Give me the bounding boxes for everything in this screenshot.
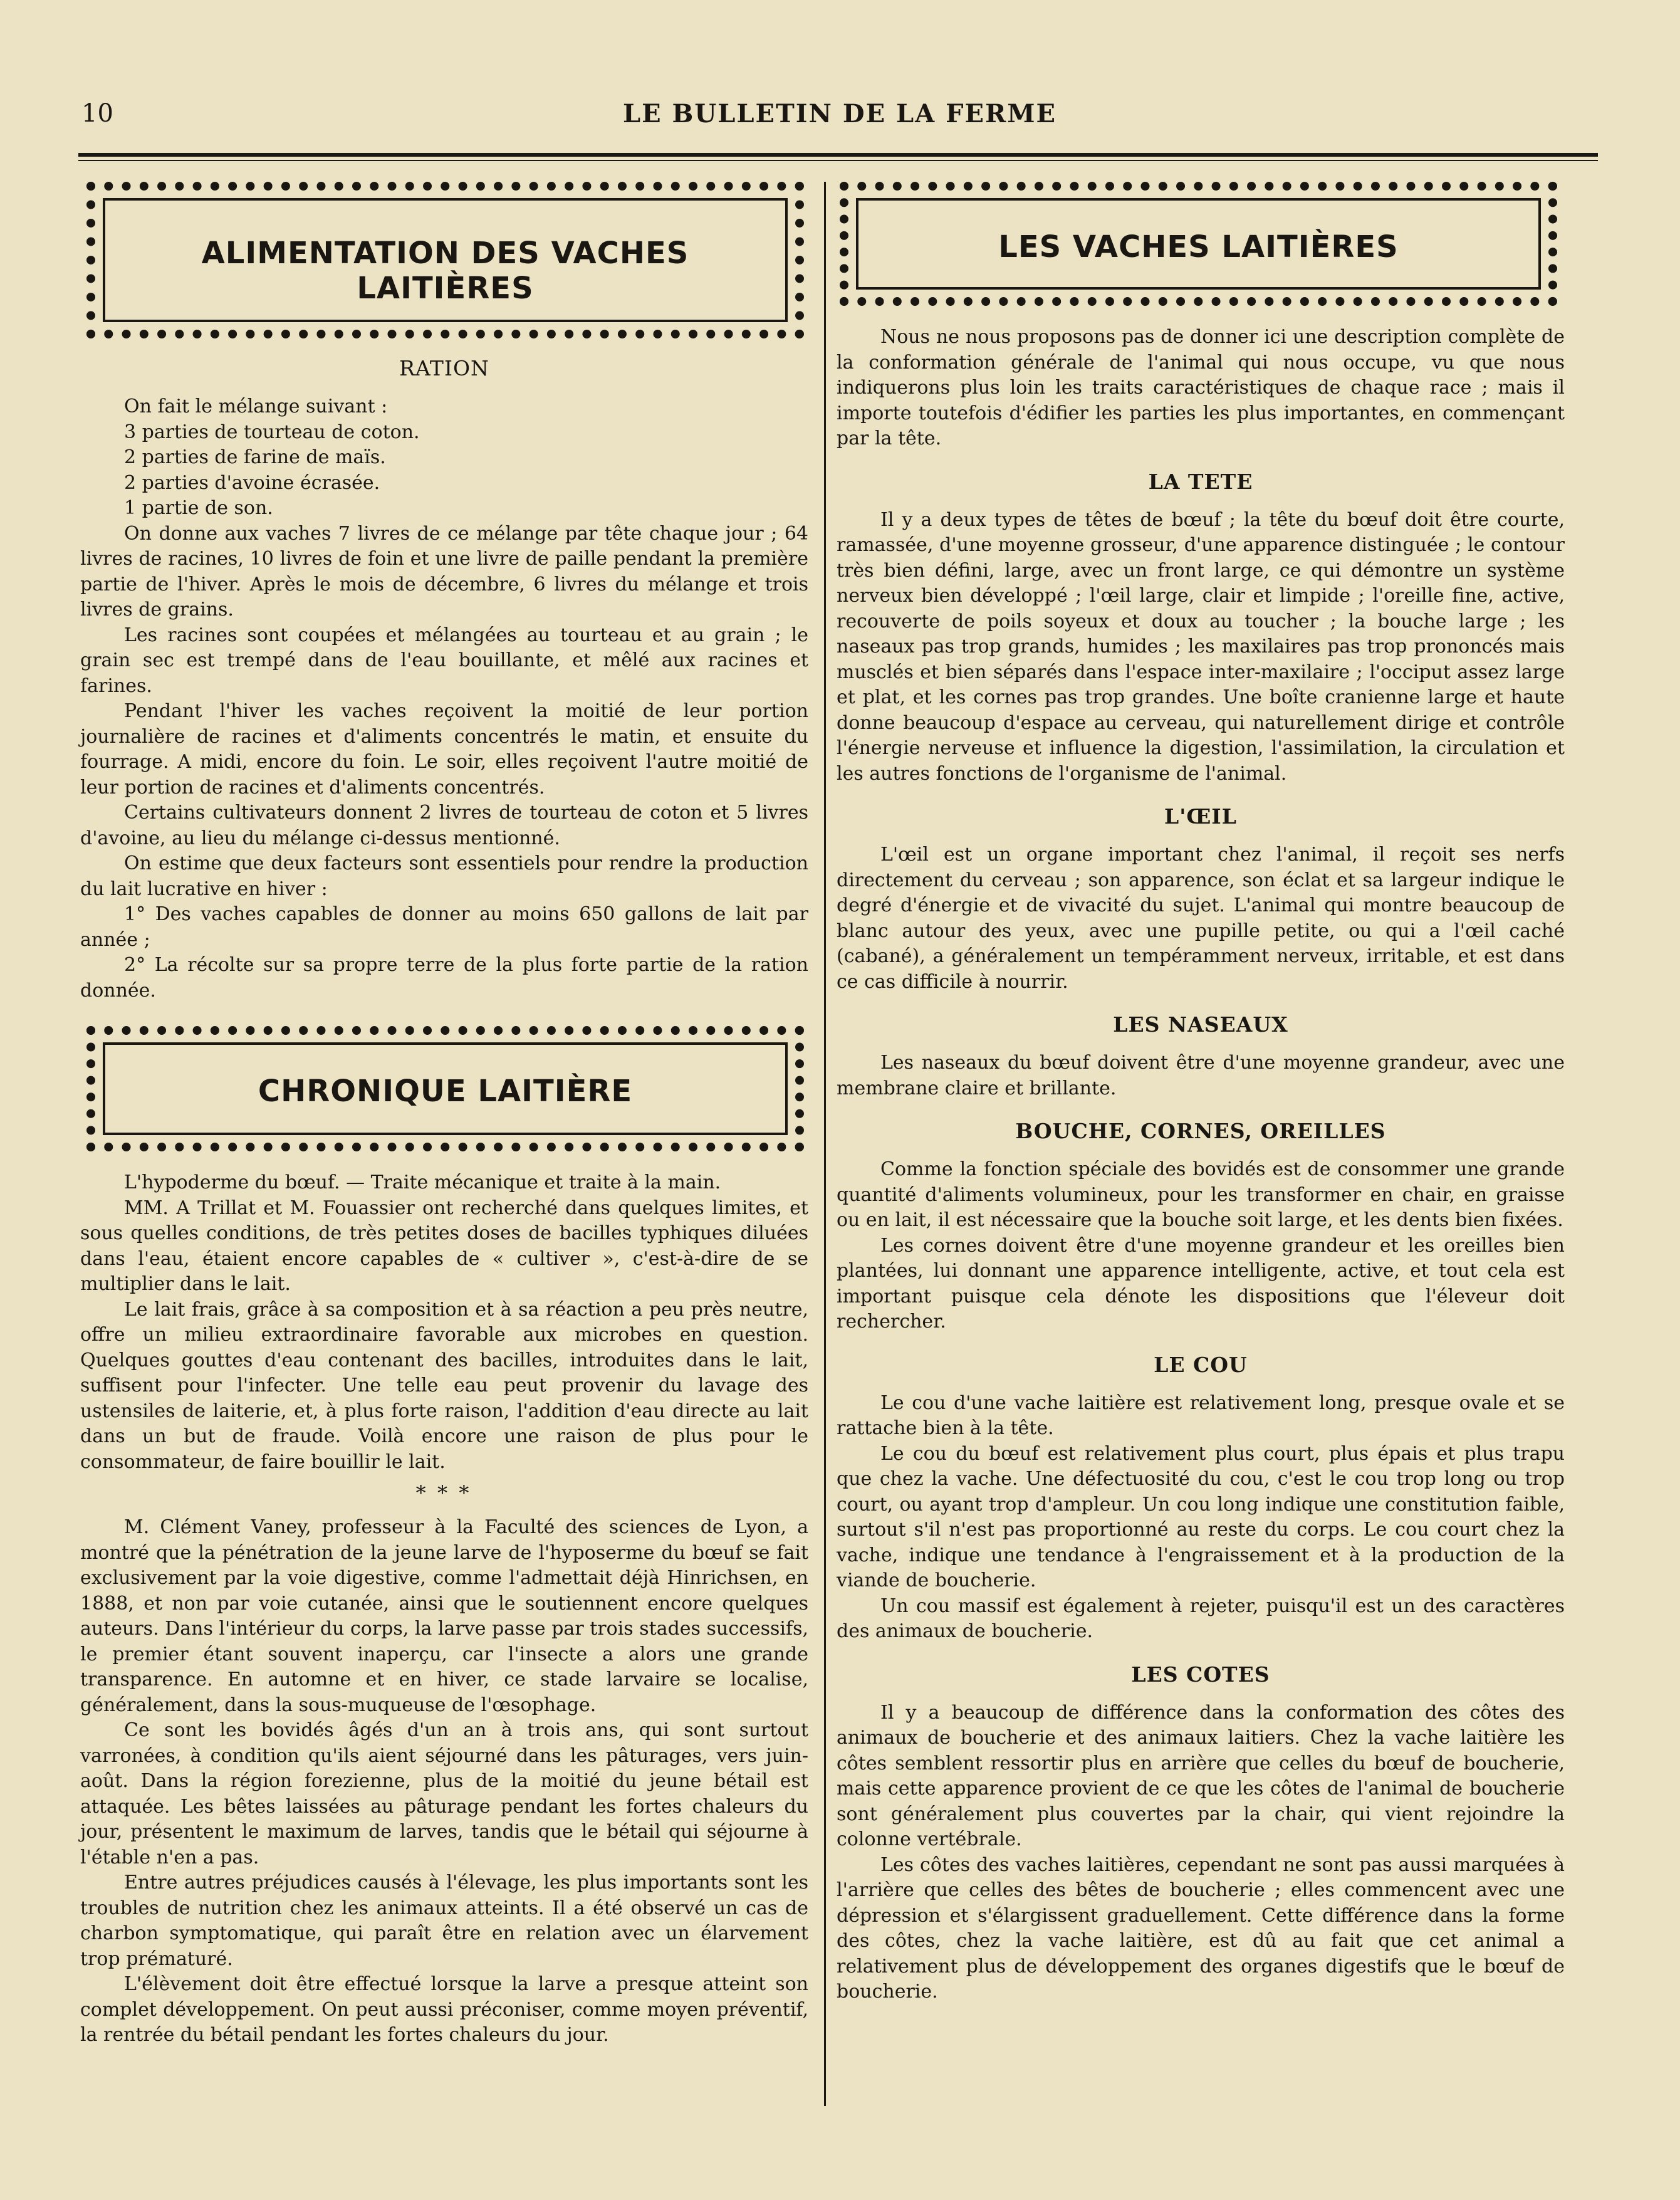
right-column (837, 182, 1565, 2005)
paragraph: Le cou d'une vache laitière est relativement long, presque ovale et se rattache bien à la tête. (837, 1391, 1565, 1439)
section-heading-bouche: BOUCHE, CORNES, OREILLES (1015, 1119, 1386, 1143)
section-heading-cotes: LES COTES (1131, 1662, 1270, 1687)
paragraph: 2 parties de farine de maïs. (124, 446, 386, 468)
vaches-title: LES VACHES LAITIÈRES (998, 229, 1399, 265)
article-title-line-2: LAITIÈRES (357, 271, 534, 306)
paragraph: Un cou massif est également à rejeter, puisqu'il est un des caractères des animaux de boucherie. (837, 1595, 1565, 1642)
intro-paragraph: Nous ne nous proposons pas de donner ici une description complète de la conformation générale de l'animal qui nous occupe, vu que nous indiquerons plus loin les traits caractéristiques de chaque race ; mais il importe toutefois d'édifier les parties les plus importantes, en commençant par la tête. (837, 326, 1565, 449)
paragraph: On donne aux vaches 7 livres de ce mélange par tête chaque jour ; 64 livres de racines, 10 livres de foin et une livre de paille pendant la première partie de l'hiver. Après le mois de décembre, 6 livres du mélange et trois livres de grains. (80, 522, 808, 621)
section-heading-oeil: L'ŒIL (1164, 804, 1237, 829)
paragraph: Comme la fonction spéciale des bovidés est de consommer une grande quantité d'aliments volumineux, pour les transformer en chair, en graisse ou en lait, il est nécessaire que la bouche soit large, et les dents bien fixées. (837, 1158, 1565, 1231)
paragraph: L'œil est un organe important chez l'animal, il reçoit ses nerfs directement du cerveau ; son apparence, son éclat et sa largeur indique le degré d'énergie et de vivacité du sujet. L'animal qui montre beaucoup de blanc autour des yeux, avec une pupille petite, ou qui a l'œil caché (cabané), a généralement un tempéramment nerveux, irritable, et est dans ce cas difficile à nourrir. (837, 844, 1565, 993)
ration-text (80, 394, 808, 1003)
paragraph: Il y a beaucoup de différence dans la conformation des côtes des animaux de boucherie et des animaux laitiers. Chez la vache laitière les côtes semblent ressortir plus en arrière que celles du bœuf de boucherie, mais cette apparence provient de ce que les côtes de l'animal de boucherie sont généralement plus couvertes par la chair, qui vient rejoindre la colonne vertébrale. (837, 1701, 1565, 1850)
section-heading-cou: LE COU (1154, 1352, 1248, 1377)
section-heading-ration: RATION (399, 356, 489, 380)
paragraph: Le cou du bœuf est relativement plus court, plus épais et plus trapu que chez la vache. Une défectuosité du cou, c'est le cou trop long ou trop court, ou ayant trop d'ampleur. Un cou long indique une constitution faible, surtout s'il n'est pas proportionné au reste du corps. Le cou court chez la vache, indique une tendance à l'engraissement et à la production de la viande de boucherie. (837, 1442, 1565, 1591)
column-divider (824, 182, 826, 2106)
paragraph: M. Clément Vaney, professeur à la Faculté des sciences de Lyon, a montré que la pénétration de la jeune larve de l'hyposerme du bœuf se fait exclusivement par la voie digestive, comme l'admettait déjà Hinrichsen, en 1888, et non par voie cutanée, ainsi que le soutiennent encore quelques auteurs. Dans l'intérieur du corps, la larve passe par trois stades successifs, le premier étant souvent inaperçu, car l'insecte a alors une grande transparence. En automne et en hiver, ce stade larvaire se localise, généralement, dans la sous-muqueuse de l'œsophage. (80, 1516, 808, 1716)
paragraph: Les racines sont coupées et mélangées au tourteau et au grain ; le grain sec est trempé dans de l'eau bouillante, et mêlé aux racines et farines. (80, 624, 808, 697)
page-number: 10 (81, 99, 113, 128)
paragraph: Les naseaux du bœuf doivent être d'une moyenne grandeur, avec une membrane claire et brillante. (837, 1052, 1565, 1099)
asterism-separator: * * * (415, 1481, 473, 1505)
chronique-title-box (86, 1026, 804, 1151)
paragraph: Les côtes des vaches laitières, cependant ne sont pas aussi marquées à l'arrière que celles des bêtes de boucherie ; elles commencent avec une dépression et s'élargissent graduellement. Cette différence dans la forme des côtes, chez la vache laitière, est dû au fait que cet animal a relativement plus de développement des organes digestifs que le bœuf de boucherie. (837, 1853, 1565, 2003)
paragraph: 1° Des vaches capables de donner au moins 650 gallons de lait par année ; (80, 903, 808, 951)
paragraph: Les cornes doivent être d'une moyenne grandeur et les oreilles bien plantées, lui donnant une apparence intelligente, active, et tout cela est important puisque cela dénote les dispositions que l'éleveur doit rechercher. (837, 1234, 1565, 1333)
section-heading-naseaux: LES NASEAUX (1113, 1012, 1288, 1037)
chronique-text (80, 1170, 808, 2048)
paragraph: Le lait frais, grâce à sa composition et à sa réaction a peu près neutre, offre un milieu extraordinaire favorable aux microbes en question. Quelques gouttes d'eau contenant des bacilles, introduites dans le lait, suffisent pour l'infecter. Une telle eau peut provenir du lavage des ustensiles de laiterie, et, à plus forte raison, l'addition d'eau directe au lait dans un but de fraude. Voilà encore une raison de plus pour le consommateur, de faire bouillir le lait. (80, 1298, 808, 1473)
paragraph: L'élèvement doit être effectué lorsque la larve a presque atteint son complet développement. On peut aussi préconiser, comme moyen préventif, la rentrée du bétail pendant les fortes chaleurs du jour. (80, 1973, 808, 2046)
left-column (80, 182, 808, 2048)
paragraph: Il y a deux types de têtes de bœuf ; la tête du bœuf doit être courte, ramassée, d'une moyenne grosseur, d'une apparence distinguée ; le contour très bien défini, large, avec un front large, ce qui démontre un système nerveux bien développé ; l'œil large, clair et limpide ; l'oreille fine, active, recouverte de poils soyeux et doux au toucher ; la bouche large ; les naseaux pas trop grands, humides ; les maxilaires pas trop prononcés mais musclés et bien séparés dans l'espace inter-maxilaire ; l'occiput assez large et plat, et les cornes pas trop grandes. Une boîte cranienne large et haute donne beaucoup d'espace au cerveau, qui naturellement dirige et contrôle l'énergie nerveuse et influence la digestion, l'assimilation, la circulation et les autres fonctions de l'organisme de l'animal. (837, 508, 1565, 785)
paragraph: On estime que deux facteurs sont essentiels pour rendre la production du lait lucrative en hiver : (80, 852, 808, 900)
header-rule (78, 153, 1598, 157)
paragraph: 1 partie de son. (124, 497, 273, 519)
article-title-line-1: ALIMENTATION DES VACHES (201, 236, 689, 271)
paragraph: Entre autres préjudices causés à l'élevage, les plus importants sont les troubles de nutrition chez les animaux atteints. Il a été observé un cas de charbon symptomatique, qui paraît être en relation avec un élarvement trop prématuré. (80, 1872, 808, 1970)
paragraph: 2 parties d'avoine écrasée. (124, 471, 380, 494)
article-title-box (86, 182, 804, 338)
paragraph: 2° La récolte sur sa propre terre de la plus forte partie de la ration donnée. (80, 954, 808, 1002)
paragraph: L'hypoderme du bœuf. — Traite mécanique et traite à la main. (124, 1171, 721, 1193)
paragraph: Certains cultivateurs donnent 2 livres de tourteau de coton et 5 livres d'avoine, au lieu du mélange ci-dessus mentionné. (80, 802, 808, 849)
vaches-title-box (840, 182, 1557, 306)
section-heading-tete: LA TETE (1148, 469, 1253, 494)
header-rule-thin (78, 160, 1598, 161)
page-header (81, 99, 1598, 143)
running-title: LE BULLETIN DE LA FERME (622, 99, 1057, 128)
paragraph: MM. A Trillat et M. Fouassier ont recherché dans quelques limites, et sous quelles conditions, de très petites doses de bacilles typhiques diluées dans l'eau, étaient encore capables de « cultiver », c'est-à-dire de se multiplier dans le lait. (80, 1197, 808, 1295)
paragraph: 3 parties de tourteau de coton. (124, 421, 420, 443)
paragraph: Pendant l'hiver les vaches reçoivent la moitié de leur portion journalière de racines et d'aliments concentrés le matin, et ensuite du fourrage. A midi, encore du foin. Le soir, elles reçoivent l'autre moitié de leur portion de racines et d'aliments concentrés. (80, 700, 808, 799)
paragraph: On fait le mélange suivant : (124, 395, 388, 417)
paragraph: Ce sont les bovidés âgés d'un an à trois ans, qui sont surtout varronées, à condition qu'ils aient séjourné dans les pâturages, vers juin-août. Dans la région forezienne, plus de la moitié du jeune bétail est attaquée. Les bêtes laissées au pâturage pendant les fortes chaleurs du jour, présentent le maximum de larves, tandis que le bétail qui séjourne à l'étable n'en a pas. (80, 1719, 808, 1868)
chronique-title: CHRONIQUE LAITIÈRE (258, 1074, 633, 1109)
